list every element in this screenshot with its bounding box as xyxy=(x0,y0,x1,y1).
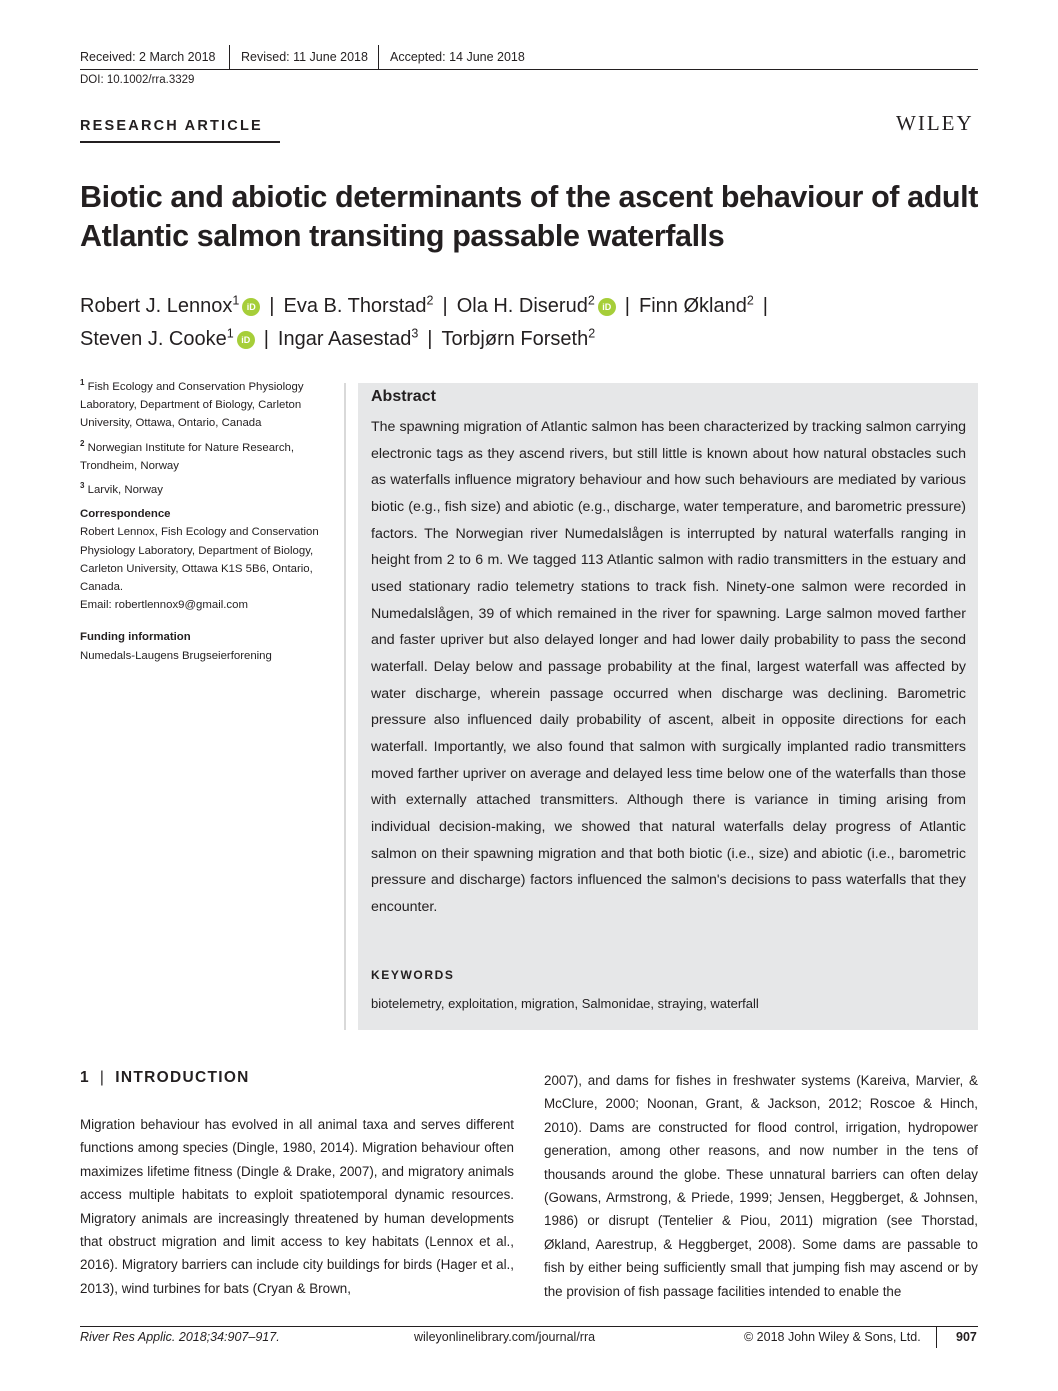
author-affiliation: 2 xyxy=(426,293,434,308)
author-name: Robert J. Lennox xyxy=(80,295,233,317)
funding-heading: Funding information xyxy=(80,631,191,644)
intro-column-left: Migration behaviour has evolved in all animal taxa and serves different functions among species (Dingle, 1980, 2014). Migration behaviour often maximizes lifetime fitness (Dingle & Drake, 2007), and migratory animals access multiple habitats to exploit spatiotemporal dynamic resources. Migratory animals are increasingly threatened by human developments that obstruct migration and limit access to key habitats (Lennox et al., 2016). Migratory barriers can include city buildings for birds (Hager et al., 2013), wind turbines for bats (Cryan & Brown, xyxy=(80,1117,514,1296)
orcid-icon[interactable]: iD xyxy=(242,298,260,316)
correspondence-text: Robert Lennox, Fish Ecology and Conservation Physiology Laboratory, Department of Biology, Carleton University, Ottawa K1S 5B6, Ontario, Canada. xyxy=(80,526,319,594)
section-separator: | xyxy=(99,1069,106,1086)
article-type: RESEARCH ARTICLE xyxy=(80,118,263,134)
author[interactable] xyxy=(278,328,418,350)
author-affiliation: 3 xyxy=(411,326,419,341)
abstract-text: The spawning migration of Atlantic salmon has been characterized by tracking salmon carrying electronic tags as they ascend rivers, but still little is known about how natural obstacles such as waterfalls influence migratory behaviour and how such behaviours are mediated by various biotic (e.g., fish size) and abiotic (e.g., discharge, water temperature, and barometric pressure) factors. The Norwegian river Numedalslågen is interrupted by natural waterfalls ranging in height from 2 to 6 m. We tagged 113 Atlantic salmon with radio transmitters in the estuary and used stationary radio telemetry stations to track fish. Ninety-one salmon were recorded in Numedalslågen, 39 of which remained in the river for spawning. Large salmon moved farther and faster upriver but also delayed longer and had lower daily probability to pass the second waterfall. Delay below and passage probability at the final, largest waterfall was affected by water discharge, wherein passage occurred when discharge was declining. Barometric pressure also influenced daily probability of ascent, albeit in opposite directions for each waterfall. Importantly, we also found that salmon with surgically implanted radio transmitters moved farther upriver on average and delayed less time below one of the waterfalls than those with externally attached transmitters. Although there is variance in timing arising from individual decision-making, we showed that natural waterfalls delay progress of Atlantic salmon on their spawning migration and that both biotic (i.e., size) and abiotic (i.e., barometric pressure and discharge) factors influenced the salmon's decisions to pass waterfalls that they encounter. xyxy=(371,419,966,915)
author-list xyxy=(80,290,980,356)
author-separator: | xyxy=(762,295,768,317)
keywords-list: biotelemetry, exploitation, migration, Salmonidae, straying, waterfall xyxy=(371,996,759,1011)
received-date: Received: 2 March 2018 xyxy=(80,50,216,64)
author[interactable] xyxy=(457,295,616,317)
journal-citation: River Res Applic. 2018;34:907–917. xyxy=(80,1330,280,1344)
author-affiliation: 2 xyxy=(588,326,596,341)
funding-text: Numedals-Laugens Brugseierforening xyxy=(80,649,272,662)
affiliation: $^2$ Norwegian Institute for Nature Research, Trondheim, Norway xyxy=(80,438,295,472)
author-name: Torbjørn Forseth xyxy=(441,328,589,350)
author-name: Ola H. Diserud xyxy=(456,295,588,317)
author-name: Finn Økland xyxy=(639,295,747,317)
header-rule xyxy=(80,69,978,70)
author-affiliation: 1 xyxy=(226,326,234,341)
orcid-icon[interactable]: iD xyxy=(237,331,255,349)
author[interactable] xyxy=(283,295,433,317)
header-divider xyxy=(378,45,379,69)
orcid-icon[interactable]: iD xyxy=(598,298,616,316)
author-name: Steven J. Cooke xyxy=(80,328,227,350)
author[interactable] xyxy=(80,295,260,317)
header-divider xyxy=(229,45,230,69)
article-title: Biotic and abiotic determinants of the ascent behaviour of adult Atlantic salmon transiting passable waterfalls xyxy=(80,180,978,253)
author-separator: | xyxy=(263,328,269,350)
author-separator: | xyxy=(624,295,630,317)
intro-column-right: 2007), and dams for fishes in freshwater systems (Kareiva, Marvier, & McClure, 2000; Noonan, Grant, & Jackson, 2012; Roscoe & Hinch, 2010). Dams are constructed for flood control, irrigation, hydropower generation, among other reasons, and now number in the tens of thousands around the globe. These unnatural barriers can often delay (Gowans, Armstrong, & Priede, 1999; Jensen, Heggberget, & Johnsen, 1986) or disrupt (Tentelier & Piou, 2011) migration (see Thorstad, Økland, Aarestrup, & Heggberget, 2008). Some dams are passable to fish by either being sufficiently small that jumping fish may ascend or by the provision of fish passage facilities intended to enable the xyxy=(544,1073,978,1299)
author-affiliation: 2 xyxy=(746,293,754,308)
copyright: © 2018 John Wiley & Sons, Ltd. xyxy=(744,1330,921,1344)
abstract-heading: Abstract xyxy=(371,388,436,405)
page-number: 907 xyxy=(956,1330,977,1344)
author-affiliation: 1 xyxy=(232,293,240,308)
abstract-left-rule xyxy=(344,383,346,1030)
correspondence-heading: Correspondence xyxy=(80,508,171,521)
author-separator: | xyxy=(442,295,448,317)
affiliation: $^3$ Larvik, Norway xyxy=(80,481,163,497)
journal-url[interactable]: wileyonlinelibrary.com/journal/rra xyxy=(414,1330,596,1344)
author[interactable] xyxy=(442,328,596,350)
author-name: Ingar Aasestad xyxy=(277,328,412,350)
article-info-sidebar xyxy=(80,378,338,665)
revised-date: Revised: 11 June 2018 xyxy=(241,50,368,64)
footer-rule xyxy=(80,1326,978,1327)
doi: DOI: 10.1002/rra.3329 xyxy=(80,74,195,86)
author-name: Eva B. Thorstad xyxy=(283,295,427,317)
article-type-underline xyxy=(80,141,280,143)
correspondence-email[interactable]: Email: robertlennox9@gmail.com xyxy=(80,599,248,612)
section-heading xyxy=(80,1069,250,1087)
affiliation: $^1$ Fish Ecology and Conservation Physiology Laboratory, Department of Biology, Carleton University, Ottawa, Ontario, Canada xyxy=(80,378,304,430)
author[interactable] xyxy=(80,328,255,350)
author[interactable] xyxy=(639,295,754,317)
author-affiliation: 2 xyxy=(587,293,595,308)
section-title: INTRODUCTION xyxy=(115,1069,250,1086)
accepted-date: Accepted: 14 June 2018 xyxy=(390,50,525,64)
author-separator: | xyxy=(427,328,433,350)
author-separator: | xyxy=(269,295,275,317)
section-number: 1 xyxy=(80,1069,90,1086)
publisher-logo: WILEY xyxy=(896,111,974,135)
footer-divider xyxy=(936,1326,937,1348)
keywords-heading: KEYWORDS xyxy=(371,968,455,982)
